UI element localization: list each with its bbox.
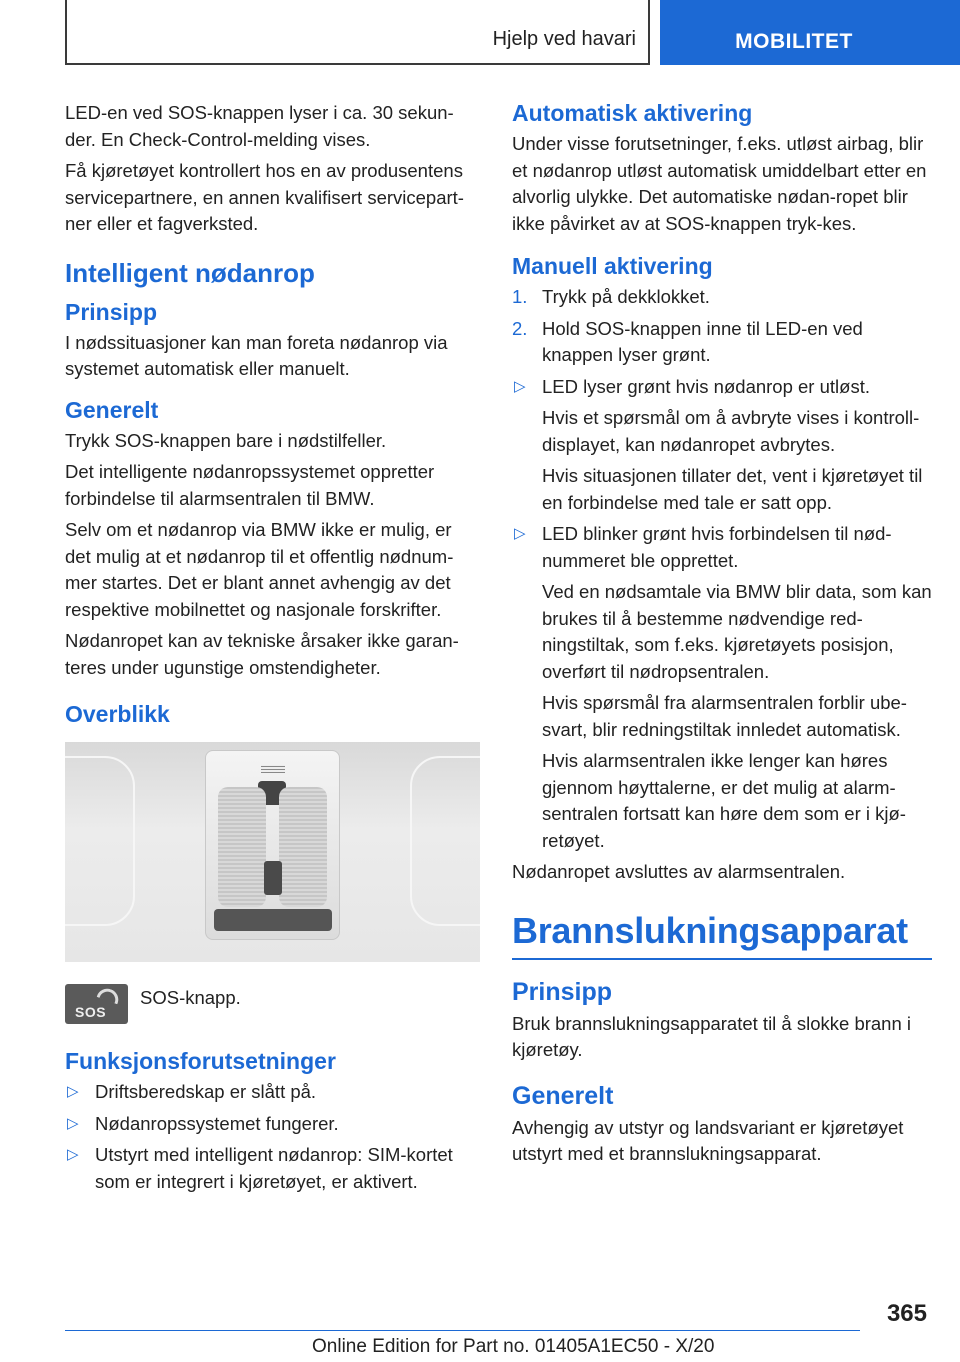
heading-automatic-activation: Automatisk aktivering	[512, 100, 753, 126]
heading-principle: Prinsipp	[65, 298, 158, 325]
paragraph: Nødanropet avsluttes av alarmsentralen.	[512, 861, 846, 882]
footer-edition-text: Online Edition for Part no. 01405A1EC50 - X/20	[312, 1336, 715, 1357]
bullet-triangle-icon: ▷	[67, 1114, 79, 1132]
paragraph: Trykk SOS-knappen bare i nødstilfeller.	[65, 429, 387, 451]
paragraph: Få kjøretøyet kontrollert hos en av produsentens servicepartnere, en annen kvalifisert servicepart-ner eller et fagverksted.	[65, 160, 464, 234]
footer-divider	[65, 1330, 860, 1331]
step-number: 2.	[512, 317, 528, 339]
console-buttons	[214, 909, 332, 931]
page-number: 365	[886, 1300, 927, 1327]
paragraph: Nødanropet kan av tekniske årsaker ikke garan-teres under ugunstige omstendigheter.	[65, 630, 459, 678]
roof-window-right	[410, 756, 480, 926]
heading-manual-activation: Manuell aktivering	[512, 253, 713, 279]
left-column	[65, 100, 480, 1200]
speaker-grille	[261, 765, 285, 773]
overhead-console	[205, 750, 340, 940]
heading-intelligent-emergency-call: Intelligent nødanrop	[65, 257, 315, 288]
caption-text: SOS-knapp.	[140, 987, 241, 1008]
heading-functional-requirements: Funksjonsforutsetninger	[65, 1048, 336, 1074]
indented-paragraph: Ved en nødsamtale via BMW blir data, som kan brukes til å bestemme nødvendige red-ningstiltak, som f.eks. kjøretøyets posisjon, overført til nødropsentralen.	[542, 581, 932, 682]
heading-overview: Overblikk	[65, 701, 170, 727]
right-column	[512, 100, 932, 1173]
figure-caption	[65, 984, 480, 1024]
step-number: 1.	[512, 286, 528, 307]
indented-paragraph: Hvis situasjonen tillater det, vent i kjøretøyet til en forbindelse med tale er satt opp.	[542, 465, 923, 513]
step-item: 2. Hold SOS-knappen inne til LED-en ved knappen lyser grønt.	[512, 316, 932, 369]
indented-paragraph: Hvis alarmsentralen ikke lenger kan høres gjennom høyttalerne, er det mulig at alarm-sentralen fortsatt kan høre dem som er i kjø-retøyet.	[542, 750, 906, 851]
heading-fire-extinguisher: Brannslukningsapparat	[512, 910, 932, 960]
list-item: ▷ LED blinker grønt hvis forbindelsen til nød-nummeret ble opprettet.	[512, 521, 932, 574]
paragraph: Selv om et nødanrop via BMW ikke er mulig, er det mulig at et nødanrop til et offentlig nødnum-mer startes. Det er blant annet avhengig av det respektive mobilnettet og nasjonale forskrifter.	[65, 519, 454, 620]
list-item: ▷ LED lyser grønt hvis nødanrop er utløst.	[512, 374, 932, 401]
step-item: 1. Trykk på dekklokket.	[512, 284, 932, 311]
chapter-tab[interactable]: MOBILITET	[660, 0, 960, 65]
heading-general: Generelt	[512, 1081, 614, 1110]
paragraph: I nødssituasjoner kan man foreta nødanrop via systemet automatisk eller manuelt.	[65, 331, 448, 379]
heading-principle: Prinsipp	[512, 977, 613, 1006]
bullet-triangle-icon: ▷	[67, 1146, 79, 1163]
light-panel-right	[279, 787, 327, 907]
indented-paragraph: Hvis spørsmål fra alarmsentralen forblir ube-svart, blir redningstiltak innledet automatisk.	[542, 692, 907, 740]
paragraph: Det intelligente nødanropssystemet oppretter forbindelse til alarmsentralen til BMW.	[65, 461, 435, 509]
list-item: ▷ Utstyrt med intelligent nødanrop: SIM-kortet som er integrert i kjøretøyet, er aktivert.	[65, 1142, 480, 1195]
sos-button-icon	[65, 984, 128, 1024]
control-switch	[264, 861, 282, 895]
phone-handset-icon	[97, 986, 122, 1005]
overhead-console-photo	[65, 742, 480, 962]
bullet-triangle-icon: ▷	[67, 1083, 79, 1100]
heading-general: Generelt	[65, 396, 159, 423]
roof-window-left	[65, 756, 135, 926]
section-title: Hjelp ved havari	[492, 28, 636, 50]
indented-paragraph: Hvis et spørsmål om å avbryte vises i kontroll-displayet, kan nødanropet avbrytes.	[542, 407, 920, 455]
paragraph: Under visse forutsetninger, f.eks. utløst airbag, blir et nødanrop utløst automatisk umiddelbart etter en alvorlig ulykke. Det automatiske nødan-ropet blir ikke påvirket av at SOS-knappen tryk-kes.	[512, 133, 927, 234]
paragraph: Bruk brannslukningsapparatet til å slokke brann i kjøretøy.	[512, 1012, 912, 1060]
list-item: ▷ Nødanropssystemet fungerer.	[65, 1111, 480, 1138]
sos-icon-label: SOS	[75, 1004, 107, 1020]
bullet-triangle-icon: ▷	[514, 525, 526, 542]
paragraph: LED-en ved SOS-knappen lyser i ca. 30 sekun-der. En Check-Control-melding vises.	[65, 102, 454, 150]
light-panel-left	[218, 787, 266, 907]
bullet-triangle-icon: ▷	[514, 377, 526, 395]
paragraph: Avhengig av utstyr og landsvariant er kjøretøyet utstyrt med et brannslukningsapparat.	[512, 1116, 904, 1164]
list-item: ▷ Driftsberedskap er slått på.	[65, 1079, 480, 1106]
